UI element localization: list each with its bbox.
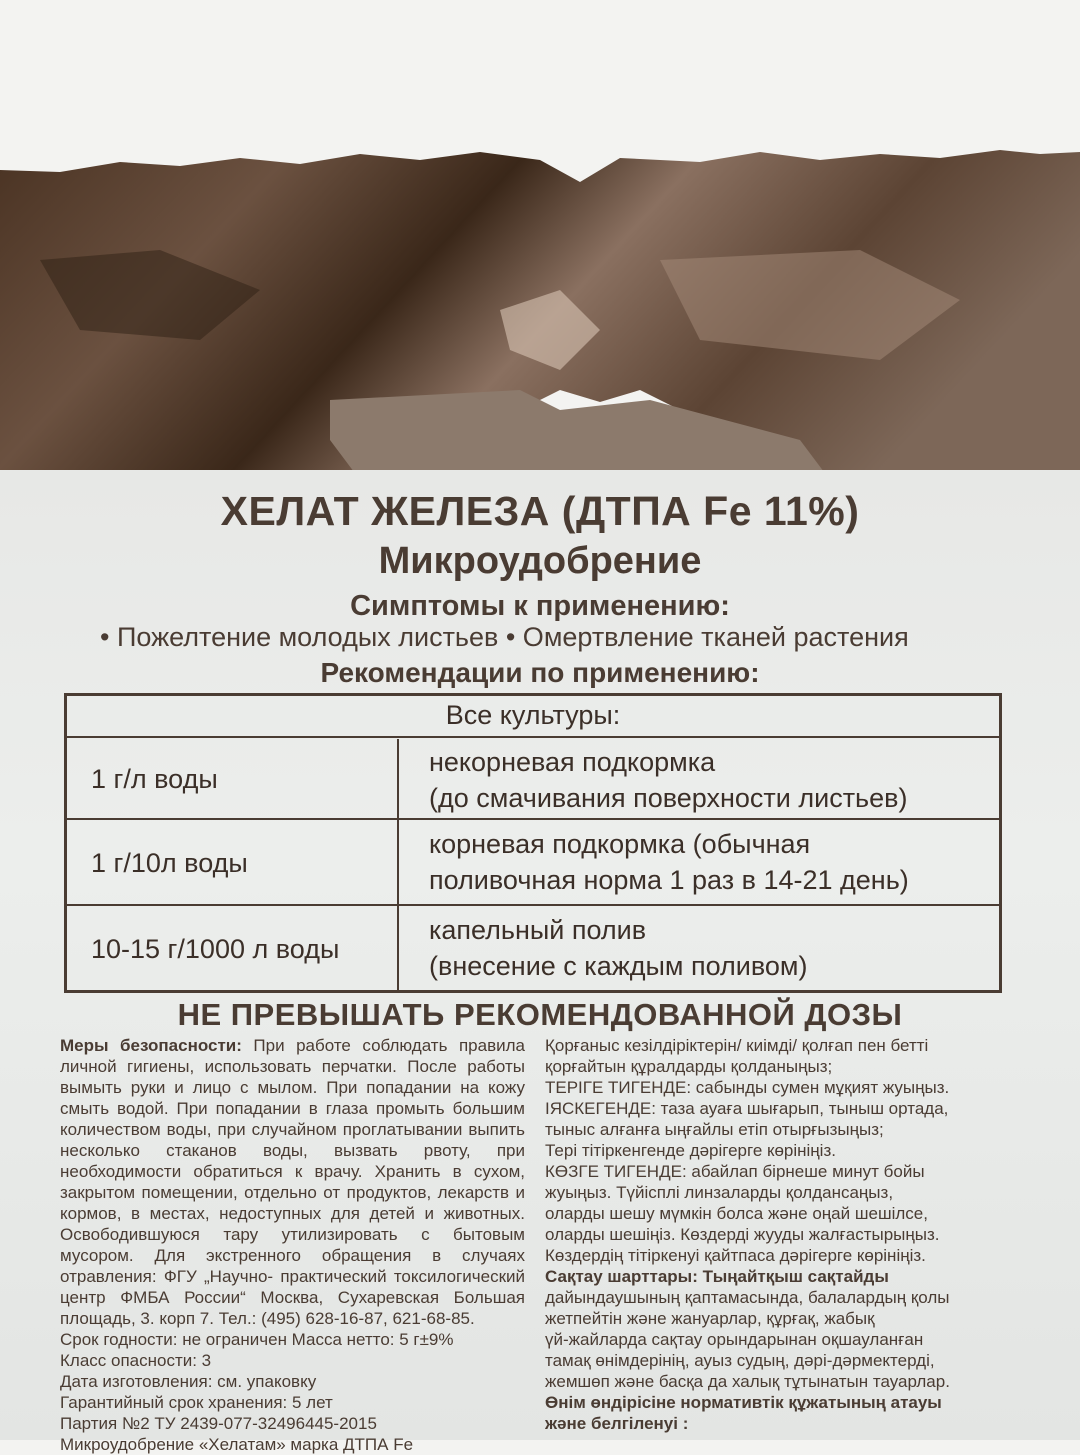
safety-text: При работе соблюдать правила личной гигиены, использовать перчатки. После работы вымыть руки и лицо с мылом. При попадании на кожу смыть водой. При попадании в глаза промыть большим количеством воды, при случайном проглатывании выпить несколько стаканов воды, вызвать рвоту, при необходимости обратиться к врачу. Хранить в сухом, закрытом помещении, отдельно от продуктов, лекарств и кормов, в местах, недоступных для детей и животных. Освободившуюся тару утилизировать с бытовым мусором. Для экстренного обращения в случаях отравления: ФГУ „Научно- практический токсилогический центр ФМБА России“ Москва, Сухаревская Большая площадь, 3. корп 7. Тел.: (495) 628-16-87, 621-68-85. <box>60 1036 525 1328</box>
kz-line: Тері тітіркенгенде дәрігерге көрініңіз. <box>545 1141 836 1160</box>
kazakh-instructions <box>545 1035 1010 1434</box>
table-row <box>67 818 999 906</box>
brand-line: Микроудобрение «Хелатам» марка ДТПА Fe <box>60 1435 414 1454</box>
kz-line: және белгіленуі : <box>545 1414 689 1433</box>
table-header: Все культуры: <box>445 700 621 730</box>
recommendations-heading: Рекомендации по применению: <box>320 657 760 688</box>
kz-line: жемшөп және басқа да халық тұтынатын тауарлар. <box>545 1372 950 1391</box>
kz-line: жуыңыз. Түйісплі линзаларды қолдансаңыз, <box>545 1183 894 1202</box>
dose-warning: НЕ ПРЕВЫШАТЬ РЕКОМЕНДОВАННОЙ ДОЗЫ <box>177 997 903 1032</box>
safety-label: Меры безопасности: <box>60 1036 242 1055</box>
symptoms-list: • Пожелтение молодых листьев • Омертвление тканей растения <box>100 622 909 652</box>
recommendations-table <box>64 693 1002 993</box>
method-cell <box>429 826 909 898</box>
batch: Партия №2 ТУ 2439-077-32496445-2015 <box>60 1414 377 1433</box>
dose-cell: 1 г/10л воды <box>91 848 248 878</box>
method-line: капельный полив <box>429 915 647 945</box>
torn-foil-top <box>0 140 1080 520</box>
safety-instructions <box>60 1035 525 1455</box>
warranty: Гарантийный срок хранения: 5 лет <box>60 1393 333 1412</box>
table-row <box>67 736 999 820</box>
kz-line: Сақтау шарттары: Тыңайтқыш сақтайды <box>545 1267 889 1286</box>
dose-cell: 10-15 г/1000 л воды <box>91 934 340 964</box>
safety-paragraph <box>60 1035 525 1329</box>
method-line: некорневая подкормка <box>429 747 716 777</box>
method-line: поливочная норма 1 раз в 14-21 день) <box>429 865 909 895</box>
kz-line: үй-жайларда сақтау орындарынан оқшауланған <box>545 1330 924 1349</box>
kz-line: тыныс алғанға ыңғайлы етіп отырғызыңыз; <box>545 1120 884 1139</box>
method-cell <box>429 912 808 984</box>
kz-line: ТЕРІГЕ ТИГЕНДЕ: сабынды сумен мұқият жуыңыз. <box>545 1078 950 1097</box>
method-line: (до смачивания поверхности листьев) <box>429 783 908 813</box>
kz-line: КӨЗГЕ ТИГЕНДЕ: абайлап бірнеше минут бойы <box>545 1162 925 1181</box>
manufacture-date: Дата изготовления: см. упаковку <box>60 1372 317 1391</box>
kz-line: оларды шешіңіз. Көздерді жууды жалғастырыңыз. <box>545 1225 940 1244</box>
kz-line: Қорғаныс кезілдіріктерін/ киімді/ қолғап пен бетті <box>545 1036 929 1055</box>
product-title: ХЕЛАТ ЖЕЛЕЗА (ДТПА Fe 11%) <box>220 488 860 534</box>
dose-cell: 1 г/л воды <box>91 764 218 794</box>
table-row <box>67 904 999 992</box>
kz-line: оларды шешу мүмкін болса және оңай шешілсе, <box>545 1204 928 1223</box>
kz-line: қорғайтын құралдарды қолданыңыз; <box>545 1057 833 1076</box>
method-line: корневая подкормка (обычная <box>429 829 811 859</box>
method-line: (внесение с каждым поливом) <box>429 951 808 981</box>
shelf-life: Срок годности: не ограничен Масса нетто: 5 г±9% <box>60 1330 454 1349</box>
kz-line: жетпейтін және жануарлар, құрғақ, жабық <box>545 1309 875 1328</box>
hazard-class: Класс опасности: 3 <box>60 1351 212 1370</box>
product-subtitle: Микроудобрение <box>378 540 702 582</box>
symptoms-heading: Симптомы к применению: <box>350 590 730 622</box>
kz-line: ІЯСКЕГЕНДЕ: таза ауаға шығарып, тыныш ортада, <box>545 1099 949 1118</box>
kz-line: Көздердің тітіркенуі қайтпаса дәрігерге көрініңіз. <box>545 1246 926 1265</box>
kz-line: дайындаушының қаптамасында, балалардың қолы <box>545 1288 950 1307</box>
method-cell <box>429 744 907 816</box>
kz-line: Өнім өндірісіне нормативтік құжатының атауы <box>545 1393 942 1412</box>
kz-line: тамақ өнімдерінің, ауыз судың, дәрі-дәрмектерді, <box>545 1351 935 1370</box>
